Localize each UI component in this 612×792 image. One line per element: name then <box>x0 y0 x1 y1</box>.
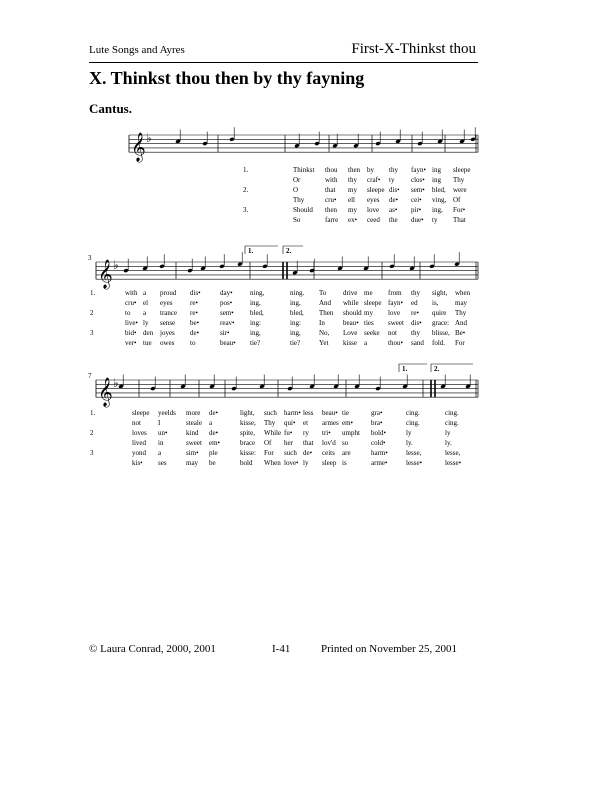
lyric-syllable: ties <box>364 319 374 327</box>
lyric-syllable: seeke <box>364 329 380 337</box>
lyric-syllable: de• <box>209 429 219 437</box>
lyric-syllable: by <box>367 166 374 174</box>
lyric-syllable: when <box>455 289 471 297</box>
lyric-syllable: ly <box>143 319 149 327</box>
lyric-syllable: And <box>455 319 468 327</box>
lyric-syllable: lesse, <box>445 449 461 457</box>
lyric-syllable: sleepe <box>364 299 382 307</box>
lyric-syllable: then <box>325 206 338 214</box>
lyric-syllable: me <box>364 289 373 297</box>
lyric-syllable: tue <box>143 339 152 347</box>
lyric-syllable: umpht <box>342 429 360 437</box>
lyric-syllable: For <box>264 449 274 457</box>
measure-number: 3 <box>88 254 92 262</box>
lyric-syllable: Or <box>293 176 301 184</box>
copyright-notice: © Laura Conrad, 2000, 2001 <box>89 643 216 655</box>
lyric-syllable: thy <box>411 329 420 337</box>
lyric-syllable: ell <box>348 196 355 204</box>
lyric-syllable: are <box>342 449 351 457</box>
running-header-right: First-X-Thinkst thou <box>351 41 476 57</box>
lyric-syllable: love• <box>284 459 299 467</box>
lyric-syllable: gra• <box>371 409 383 417</box>
lyric-syllable: sim• <box>186 449 199 457</box>
lyric-syllable: eyes <box>160 299 173 307</box>
lyric-syllable: ly <box>445 429 451 437</box>
lyric-syllable: light, <box>240 409 255 417</box>
lyric-syllable: Thinkst <box>293 166 315 174</box>
lyric-syllable: to <box>190 339 196 347</box>
lyric-syllable: em• <box>342 419 354 427</box>
lyric-syllable: from <box>388 289 402 297</box>
lyric-syllable: To <box>319 289 327 297</box>
lyric-syllable: bra• <box>371 419 383 427</box>
lyric-syllable: eyes <box>367 196 380 204</box>
lyric-syllable: fayn• <box>411 166 426 174</box>
lyric-syllable: quire <box>432 309 447 317</box>
lyric-syllable: day• <box>220 289 233 297</box>
lyric-syllable: is <box>342 459 347 467</box>
lyric-syllable: as• <box>389 206 398 214</box>
lyric-syllable: due• <box>411 216 424 224</box>
lyric-syllable: et <box>303 419 309 427</box>
lyric-syllable: clos• <box>411 176 425 184</box>
lyric-syllable: In <box>319 319 325 327</box>
lyric-syllable: trance <box>160 309 178 317</box>
lyric-syllable: cold• <box>371 439 386 447</box>
lyric-syllable: with <box>125 289 138 297</box>
lyric-syllable: tie? <box>250 339 261 347</box>
song-title: X. Thinkst thou then by thy fayning <box>89 68 365 88</box>
lyric-syllable: sweet <box>388 319 404 327</box>
lyric-syllable: owes <box>160 339 175 347</box>
lyric-syllable: in <box>158 439 164 447</box>
lyric-syllable: When <box>264 459 281 467</box>
lyric-syllable: ty <box>389 176 395 184</box>
volta-label: 1. <box>248 247 254 255</box>
lyric-syllable: Then <box>319 309 334 317</box>
verse-number: 2 <box>90 429 94 437</box>
lyric-syllable: blisse, <box>432 329 450 337</box>
lyric-syllable: brace <box>240 439 256 447</box>
lyric-syllable: Thy <box>455 309 467 317</box>
lyric-syllable: harm• <box>284 409 301 417</box>
lyric-syllable: un• <box>158 429 168 437</box>
lyric-syllable: em• <box>209 439 221 447</box>
lyric-syllable: That <box>453 216 466 224</box>
lyric-syllable: more <box>186 409 201 417</box>
lyric-syllable: may <box>455 299 468 307</box>
volta-label: 2. <box>434 365 440 373</box>
treble-clef: 𝄞 <box>98 377 113 407</box>
lyric-syllable: sight, <box>432 289 448 297</box>
lyric-syllable: tie? <box>290 339 301 347</box>
lyric-syllable: Yet <box>319 339 329 347</box>
lyric-syllable: thy <box>348 176 357 184</box>
lyric-syllable: ing, <box>290 329 301 337</box>
lyric-syllable: lesse• <box>445 459 462 467</box>
lyric-syllable: ing, <box>290 299 301 307</box>
verse-number: 2. <box>243 186 249 194</box>
lyric-syllable: such <box>264 409 277 417</box>
lyric-syllable: a <box>143 309 147 317</box>
lyric-syllable: ing: <box>250 319 261 327</box>
lyric-syllable: pir• <box>411 206 422 214</box>
page-number: I-41 <box>272 643 291 655</box>
running-header-left: Lute Songs and Ayres <box>89 44 185 56</box>
lyric-syllable: my <box>348 206 357 214</box>
lyric-syllable: lov'd <box>322 439 336 447</box>
lyric-syllable: kis• <box>132 459 143 467</box>
lyric-syllable: ly. <box>445 439 452 447</box>
lyric-syllable: de• <box>209 409 219 417</box>
lyric-syllable: that <box>325 186 336 194</box>
lyric-syllable: bold <box>240 459 253 467</box>
lyric-syllable: sweet <box>186 439 202 447</box>
lyric-syllable: ceits <box>322 449 335 457</box>
lyric-syllable: sem• <box>411 186 425 194</box>
lyric-syllable: Thy <box>453 176 465 184</box>
lyric-syllable: sem• <box>220 309 234 317</box>
lyric-syllable: bid• <box>125 329 137 337</box>
verse-number: 1. <box>90 409 96 417</box>
lyric-syllable: a <box>158 449 162 457</box>
lyric-syllable: kind <box>186 429 199 437</box>
lyric-syllable: tie <box>342 409 349 417</box>
lyric-syllable: arme• <box>371 459 388 467</box>
lyric-syllable: sir• <box>220 329 230 337</box>
lyric-syllable: cing. <box>406 419 420 427</box>
treble-clef: 𝄞 <box>131 132 146 162</box>
key-flat: ♭ <box>146 131 152 145</box>
lyric-syllable: farre <box>325 216 339 224</box>
lyric-syllable: sense <box>160 319 176 327</box>
lyric-syllable: be <box>209 459 216 467</box>
verse-number: 3 <box>90 329 94 337</box>
lyric-syllable: be• <box>190 319 200 327</box>
lyric-syllable: Should <box>293 206 313 214</box>
lyric-syllable: ing, <box>432 206 443 214</box>
lyric-syllable: not <box>388 329 397 337</box>
lyric-syllable: No, <box>319 329 330 337</box>
lyric-syllable: spite, <box>240 429 255 437</box>
lyric-syllable: Love <box>343 329 358 337</box>
lyric-syllable: ing <box>432 166 441 174</box>
lyric-syllable: ning, <box>250 289 265 297</box>
lyric-syllable: de• <box>389 196 399 204</box>
lyric-syllable: love <box>367 206 380 214</box>
lyric-syllable: beau• <box>343 319 359 327</box>
lyric-syllable: O <box>293 186 299 194</box>
lyric-syllable: grace: <box>432 319 450 327</box>
lyric-syllable: cing. <box>406 409 420 417</box>
lyric-syllable: ver• <box>125 339 137 347</box>
lyric-syllable: re• <box>190 309 198 317</box>
lyric-syllable: ty <box>432 216 438 224</box>
lyric-syllable: ry <box>303 429 309 437</box>
lyric-syllable: re• <box>190 299 198 307</box>
lyric-syllable: pos• <box>220 299 233 307</box>
lyric-syllable: bled, <box>290 309 304 317</box>
lyric-syllable: the <box>389 216 398 224</box>
lyric-syllable: live• <box>125 319 138 327</box>
lyric-syllable: beau• <box>220 339 236 347</box>
lyric-syllable: sleepe <box>132 409 150 417</box>
measure-number: 7 <box>88 372 92 380</box>
lyric-syllable: ing: <box>290 319 301 327</box>
lyric-syllable: ed <box>411 299 418 307</box>
lyric-syllable: with <box>325 176 338 184</box>
lyric-syllable: sleep <box>322 459 337 467</box>
lyric-syllable: were <box>453 186 467 194</box>
lyric-syllable: ses <box>158 459 167 467</box>
lyric-syllable: such <box>284 449 297 457</box>
lyric-syllable: reav• <box>220 319 235 327</box>
lyric-syllable: then <box>348 166 361 174</box>
lyric-syllable: Be• <box>455 329 466 337</box>
lyric-syllable: dis• <box>411 319 422 327</box>
lyric-syllable: thou <box>325 166 338 174</box>
lyric-syllable: lesse• <box>406 459 423 467</box>
lyric-syllable: bold• <box>371 429 386 437</box>
lyric-syllable: a <box>209 419 213 427</box>
lyric-syllable: not <box>132 419 141 427</box>
lyric-syllable: fayn• <box>388 299 403 307</box>
lyric-syllable: joyes <box>160 329 175 337</box>
lyric-syllable: el <box>143 299 149 307</box>
lyric-syllable: thou• <box>388 339 403 347</box>
lyric-syllable: beau• <box>322 409 338 417</box>
voice-part-label: Cantus. <box>89 101 132 116</box>
lyric-syllable: armes <box>322 419 339 427</box>
lyric-syllable: ex• <box>348 216 358 224</box>
lyric-syllable: ing, <box>250 299 261 307</box>
key-flat: ♭ <box>113 376 119 390</box>
lyric-syllable: harm• <box>371 449 388 457</box>
lyric-syllable: de• <box>303 449 313 457</box>
lyric-syllable: tri• <box>322 429 331 437</box>
lyric-syllable: so <box>342 439 349 447</box>
lyric-syllable: So <box>293 216 301 224</box>
volta-label: 2. <box>286 247 292 255</box>
lyric-syllable: fu• <box>284 429 293 437</box>
volta-label: 1. <box>402 365 408 373</box>
lyric-syllable: While <box>264 429 282 437</box>
lyric-syllable: Thy <box>264 419 276 427</box>
lyric-syllable: her <box>284 439 293 447</box>
lyric-syllable: proud <box>160 289 177 297</box>
lyric-syllable: ing <box>432 176 441 184</box>
verse-number: 1. <box>90 289 96 297</box>
lyric-syllable: thy <box>411 289 420 297</box>
lyric-syllable: may <box>186 459 199 467</box>
lyric-syllable: ing, <box>250 329 261 337</box>
lyric-syllable: dis• <box>190 289 201 297</box>
lyric-syllable: fold. <box>432 339 446 347</box>
lyric-syllable: should <box>343 309 362 317</box>
lyric-syllable: that <box>303 439 314 447</box>
lyric-syllable: I <box>158 419 161 427</box>
lyric-syllable: ly <box>406 429 412 437</box>
lyric-syllable: a <box>364 339 368 347</box>
lyric-syllable: ceed <box>367 216 380 224</box>
lyric-syllable: craf• <box>367 176 381 184</box>
key-flat: ♭ <box>113 258 119 272</box>
lyric-syllable: yeelds <box>158 409 176 417</box>
lyric-syllable: yond <box>132 449 146 457</box>
lyric-syllable: lived <box>132 439 146 447</box>
lyric-syllable: cei• <box>411 196 422 204</box>
lyric-syllable: ly <box>303 459 309 467</box>
lyric-syllable: Of <box>264 439 272 447</box>
lyric-syllable: And <box>319 299 332 307</box>
lyric-syllable: drive <box>343 289 358 297</box>
treble-clef: 𝄞 <box>98 259 113 289</box>
lyric-syllable: sleepe <box>453 166 471 174</box>
verse-number: 2 <box>90 309 94 317</box>
lyric-syllable: to <box>125 309 131 317</box>
lyric-syllable: loves <box>132 429 147 437</box>
lyric-syllable: dis• <box>389 186 400 194</box>
lyric-syllable: cing. <box>445 409 459 417</box>
lyric-syllable: is, <box>432 299 439 307</box>
lyric-syllable: re• <box>411 309 419 317</box>
lyric-syllable: cru• <box>125 299 137 307</box>
lyric-syllable: ly. <box>406 439 413 447</box>
lyric-syllable: ple <box>209 449 218 457</box>
lyric-syllable: cru• <box>325 196 337 204</box>
lyric-syllable: thy <box>389 166 398 174</box>
verse-number: 3 <box>90 449 94 457</box>
lyric-syllable: den <box>143 329 154 337</box>
lyric-syllable: kisse <box>343 339 357 347</box>
verse-number: 1. <box>243 166 249 174</box>
verse-number: 3. <box>243 206 249 214</box>
lyric-syllable: kisse, <box>240 419 256 427</box>
lyric-syllable: my <box>364 309 373 317</box>
lyric-syllable: Thy <box>293 196 305 204</box>
lyric-syllable: my <box>348 186 357 194</box>
lyric-syllable: sand <box>411 339 424 347</box>
lyric-syllable: while <box>343 299 359 307</box>
lyric-syllable: steale <box>186 419 202 427</box>
lyric-syllable: For <box>455 339 465 347</box>
lyric-syllable: ving, <box>432 196 447 204</box>
lyric-syllable: qui• <box>284 419 296 427</box>
lyric-syllable: de• <box>190 329 200 337</box>
lyric-syllable: love <box>388 309 401 317</box>
print-date: Printed on November 25, 2001 <box>321 643 457 655</box>
lyric-syllable: less <box>303 409 314 417</box>
lyric-syllable: For• <box>453 206 466 214</box>
lyric-syllable: cing. <box>445 419 459 427</box>
lyric-syllable: Of <box>453 196 461 204</box>
lyric-syllable: sleepe <box>367 186 385 194</box>
lyric-syllable: lesse, <box>406 449 422 457</box>
lyric-syllable: bled, <box>432 186 446 194</box>
lyric-syllable: ning. <box>290 289 305 297</box>
lyric-syllable: kisse: <box>240 449 256 457</box>
lyric-syllable: a <box>143 289 147 297</box>
lyric-syllable: bled, <box>250 309 264 317</box>
